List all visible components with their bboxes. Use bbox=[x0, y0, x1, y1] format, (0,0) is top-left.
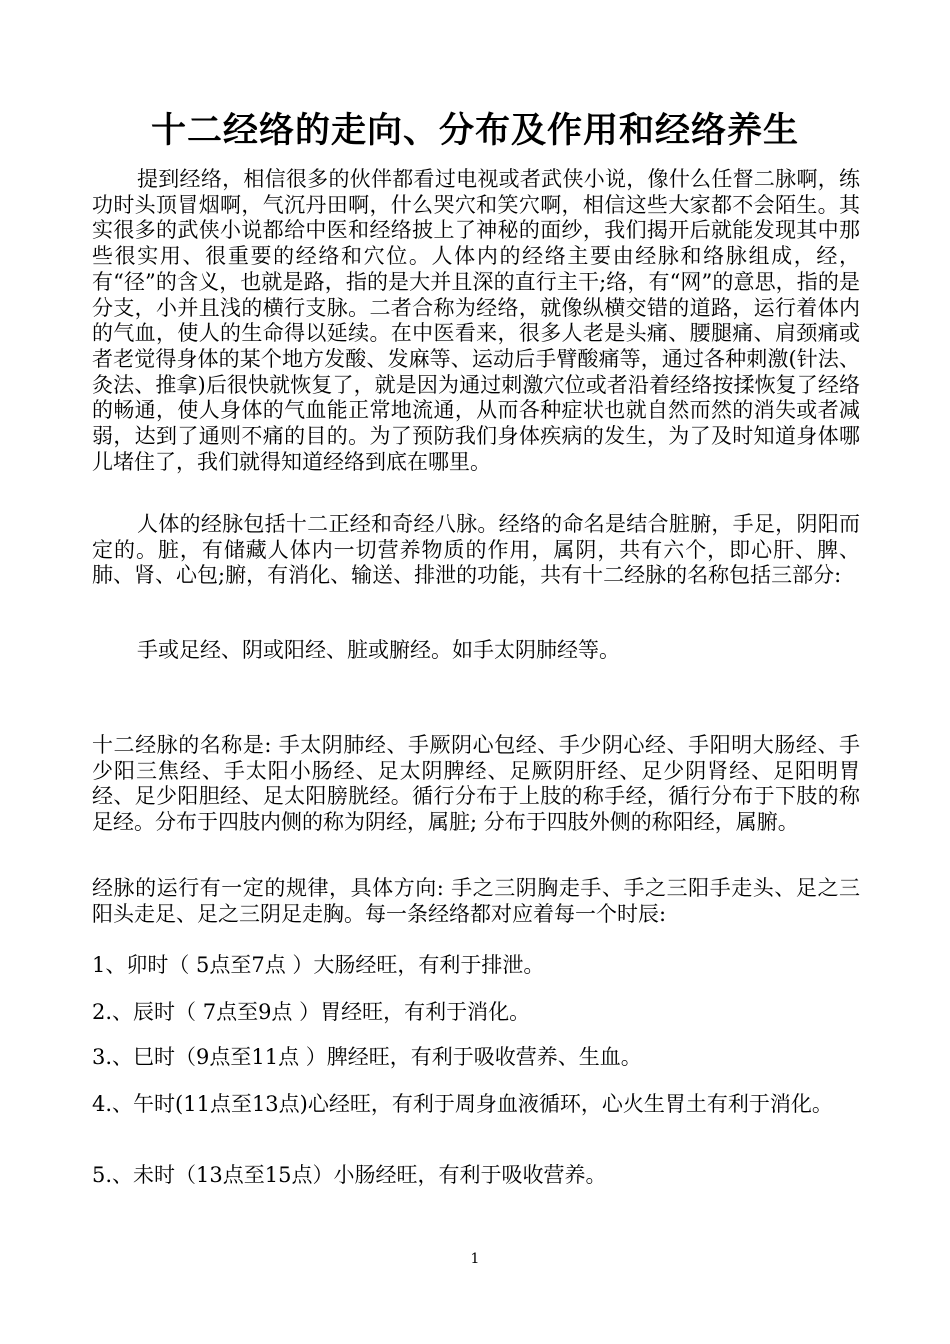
schedule-item-2: 2.、辰时（ 7点至9点 ）胃经旺，有利于消化。 bbox=[92, 1000, 531, 1024]
intro-paragraph: 提到经络，相信很多的伙伴都看过电视或者武侠小说，像什么任督二脉啊，练功时头顶冒烟啊，气沉丹田啊，什么哭穴和笑穴啊，相信这些大家都不会陌生。其实很多的武侠小说都给中医和经络披上了神秘的面纱，我们揭开后就能发现其中那些很实用、很重要的经络和穴位。人体内的经络主要由经脉和络脉组成，经，有“径”的含义，也就是路，指的是大并且深的直行主干;络，有“网”的意思，指的是分支，小并且浅的横行支脉。二者合称为经络，就像纵横交错的道路，运行着体内的气血，使人的生命得以延续。在中医看来，很多人老是头痛、腰腿痛、肩颈痛或者老觉得身体的某个地方发酸、发麻等、运动后手臂酸痛等，通过各种刺激(针法、灸法、推拿)后很快就恢复了，就是因为通过刺激穴位或者沿着经络按揉恢复了经络的畅通，使人身体的气血能正常地流通，从而各种症状也就自然而然的消失或者减弱，达到了通则不痛的目的。为了预防我们身体疾病的发生，为了及时知道身体哪儿堵住了，我们就得知道经络到底在哪里。 bbox=[92, 167, 860, 474]
schedule-item-1: 1、卯时（ 5点至7点 ）大肠经旺，有利于排泄。 bbox=[92, 953, 545, 977]
schedule-item-5: 5.、未时（13点至15点）小肠经旺，有利于吸收营养。 bbox=[92, 1163, 607, 1187]
naming-paragraph: 手或足经、阴或阳经、脏或腑经。如手太阴肺经等。 bbox=[137, 638, 620, 662]
schedule-item-3: 3.、巳时（9点至11点 ）脾经旺，有利于吸收营养、生血。 bbox=[92, 1045, 642, 1069]
meridians-paragraph: 人体的经脉包括十二正经和奇经八脉。经络的命名是结合脏腑，手足，阴阳而定的。脏，有储藏人体内一切营养物质的作用，属阴，共有六个，即心肝、脾、肺、肾、心包;腑，有消化、输送、排泄的功能，共有十二经脉的名称包括三部分: bbox=[92, 512, 860, 588]
page-number: 1 bbox=[470, 1251, 480, 1267]
document-title: 十二经络的走向、分布及作用和经络养生 bbox=[150, 110, 799, 151]
schedule-item-4: 4.、午时(11点至13点)心经旺，有利于周身血液循环，心火生胃土有利于消化。 bbox=[92, 1092, 833, 1116]
direction-paragraph: 经脉的运行有一定的规律，具体方向: 手之三阴胸走手、手之三阳手走头、足之三阳头走足、足之三阴足走胸。每一条经络都对应着每一个时辰: bbox=[92, 876, 860, 926]
meridian-names-paragraph: 十二经脉的名称是: 手太阴肺经、手厥阴心包经、手少阴心经、手阳明大肠经、手少阳三焦经、手太阳小肠经、足太阴脾经、足厥阴肝经、足少阴肾经、足阳明胃经、足少阳胆经、足太阳膀胱经。循行分布于上肢的称手经，循行分布于下肢的称足经。分布于四肢内侧的称为阴经，属脏; 分布于四肢外侧的称阳经，属腑。 bbox=[92, 733, 860, 835]
